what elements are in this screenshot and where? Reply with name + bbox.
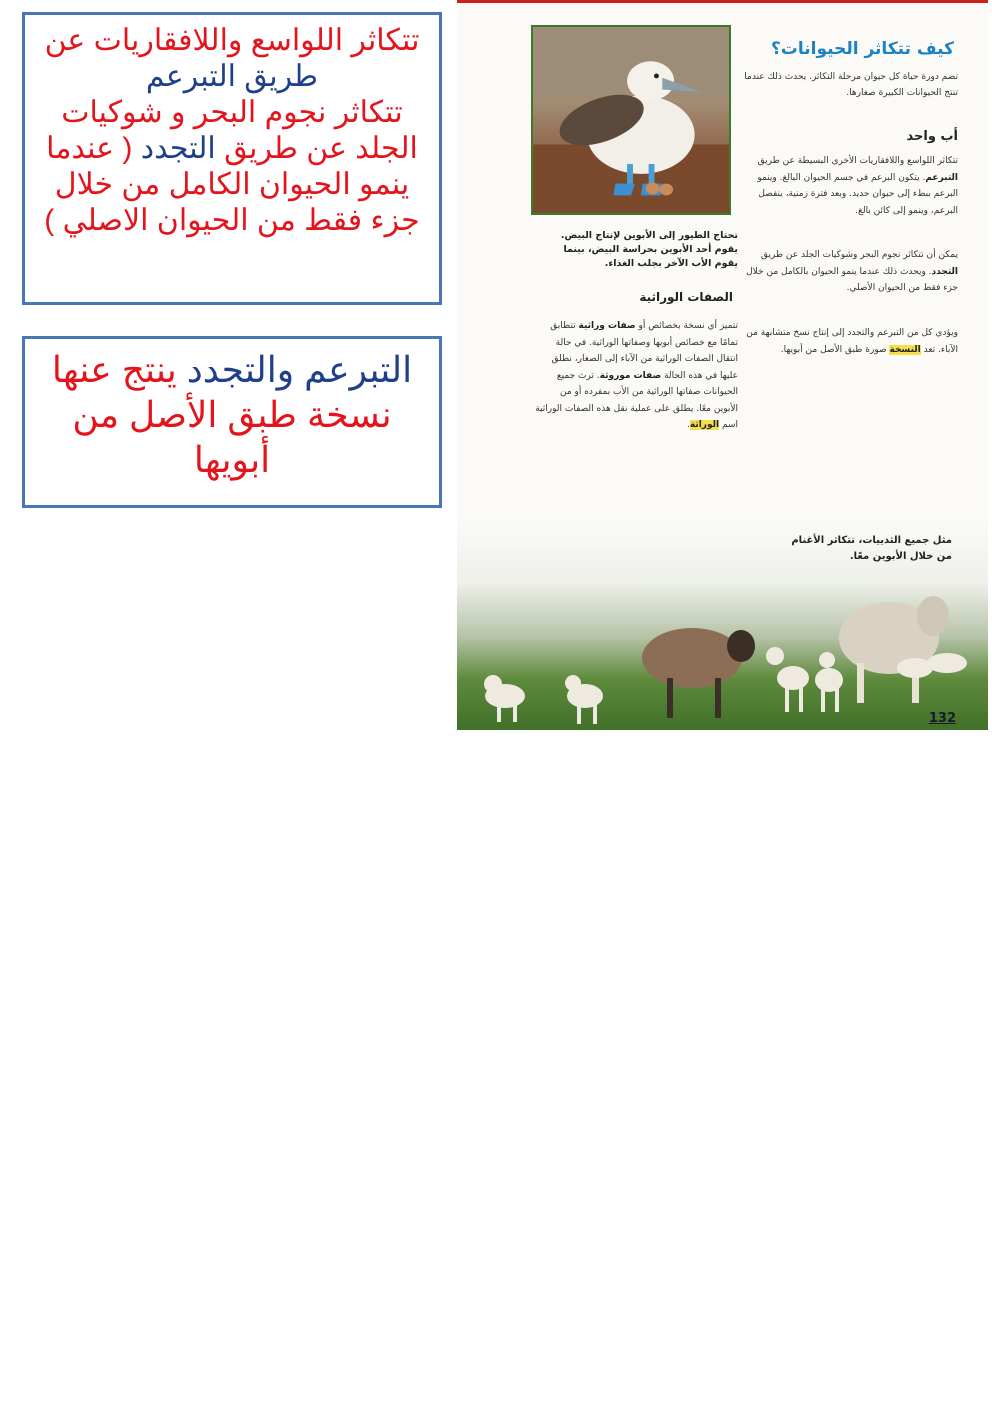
note1-line1: تتكاثر اللواسع واللافقاريات عن xyxy=(44,24,420,57)
budding-term: التبرعم xyxy=(925,172,958,183)
note1-line2: طريق التبرعم xyxy=(145,60,319,93)
traits-text-b: تتطابق تمامًا مع خصائص أبويها وصفاتها الوراثية. في حالة انتقال الصفات الوراثية من الآباء إلى الصغار، نطلق عليها في هذه الحالة xyxy=(550,321,738,381)
regeneration-term: التجدد xyxy=(931,266,958,277)
note2-line3: أبويها xyxy=(193,439,271,480)
budding-text-b: . يتكون البرعم في جسم الحيوان البالغ. وينمو البرعم ببطء إلى حيوان جديد. وبعد فترة زمنية، ينفصل البرعم، وينمو إلى كائن بالغ. xyxy=(757,172,958,216)
note1-line4 xyxy=(35,131,429,167)
booby-bird-illustration xyxy=(533,27,729,213)
copy-text-b: صورة طبق الأصل من أبويها. xyxy=(780,344,890,355)
page-title: كيف تتكاثر الحيوانات؟ xyxy=(770,39,954,59)
note-box-budding-regeneration xyxy=(22,12,442,305)
note1-line3: تتكاثر نجوم البحر و شوكيات xyxy=(61,96,403,129)
page-number: 132 xyxy=(928,711,956,726)
booby-bird-photo xyxy=(531,25,731,215)
copy-term-highlight: النسخة xyxy=(889,344,921,355)
traits-text-a: تتميز أي نسخة بخصائص أو xyxy=(635,321,738,331)
note1-line5: ينمو الحيوان الكامل من خلال xyxy=(54,168,410,201)
inherited-traits-term: صفات موروثة xyxy=(599,370,662,381)
traits-text-d: . xyxy=(687,420,690,430)
regeneration-paragraph xyxy=(743,247,958,297)
copy-paragraph xyxy=(743,325,958,358)
note2-line1 xyxy=(35,347,429,392)
bird-caption: تحتاج الطيور إلى الأبوين لإنتاج البيض. يقوم أحد الأبوين بحراسة البيض، بينما يقوم الأب الآخر بجلب الغذاء. xyxy=(560,230,738,269)
sheep-caption: مثل جميع الثدييات، تتكاثر الأغنام من خلال الأبوين معًا. xyxy=(791,535,952,562)
budding-text-a: تتكاثر اللواسع واللافقاريات الأخرى البسيطة عن طريق xyxy=(757,156,958,166)
textbook-page xyxy=(457,0,988,730)
note1-line4-a: الجلد عن طريق xyxy=(215,132,418,165)
regeneration-text-a: يمكن أن تتكاثر نجوم البحر وشوكيات الجلد عن طريق xyxy=(760,250,958,260)
budding-paragraph xyxy=(743,153,958,219)
note1-line4-end: ( عندما xyxy=(46,132,141,165)
note1-line4-blue: التجدد xyxy=(140,132,216,165)
traits-text-c: . ترث جميع الحيوانات صفاتها الوراثية من الأب بمفرده أو من الأبوين معًا. يطلق على عملية نقل هذه الصفات الوراثية اسم xyxy=(535,370,738,430)
note-box-copy xyxy=(22,336,442,508)
intro-paragraph: تضم دورة حياة كل حيوان مرحلة التكاثر. يحدث ذلك عندما تنتج الحيوانات الكبيرة صغارها. xyxy=(744,72,958,98)
heredity-term-highlight: الوراثة xyxy=(689,420,720,430)
note2-regeneration: التجدد xyxy=(186,349,277,390)
section-heading-one-parent: أب واحد xyxy=(906,129,958,144)
section-heading-traits: الصفات الوراثية xyxy=(639,290,733,304)
note2-budding: التبرعم و xyxy=(276,349,413,390)
traits-term: صفات وراثية xyxy=(578,321,636,331)
regeneration-text-b: . ويحدث ذلك عندما ينمو الحيوان بالكامل من خلال جزء فقط من الحيوان الأصلي. xyxy=(746,266,958,293)
traits-paragraph xyxy=(533,318,738,434)
copy-text-a: ويؤدي كل من التبرعم والتجدد إلى إنتاج نسخ متشابهة من الآباء. تعد xyxy=(746,328,958,355)
note2-line2: نسخة طبق الأصل من xyxy=(72,394,392,435)
note2-result: ينتج عنها xyxy=(51,349,187,390)
note1-line6: جزء فقط من الحيوان الاصلي ) xyxy=(44,204,420,237)
